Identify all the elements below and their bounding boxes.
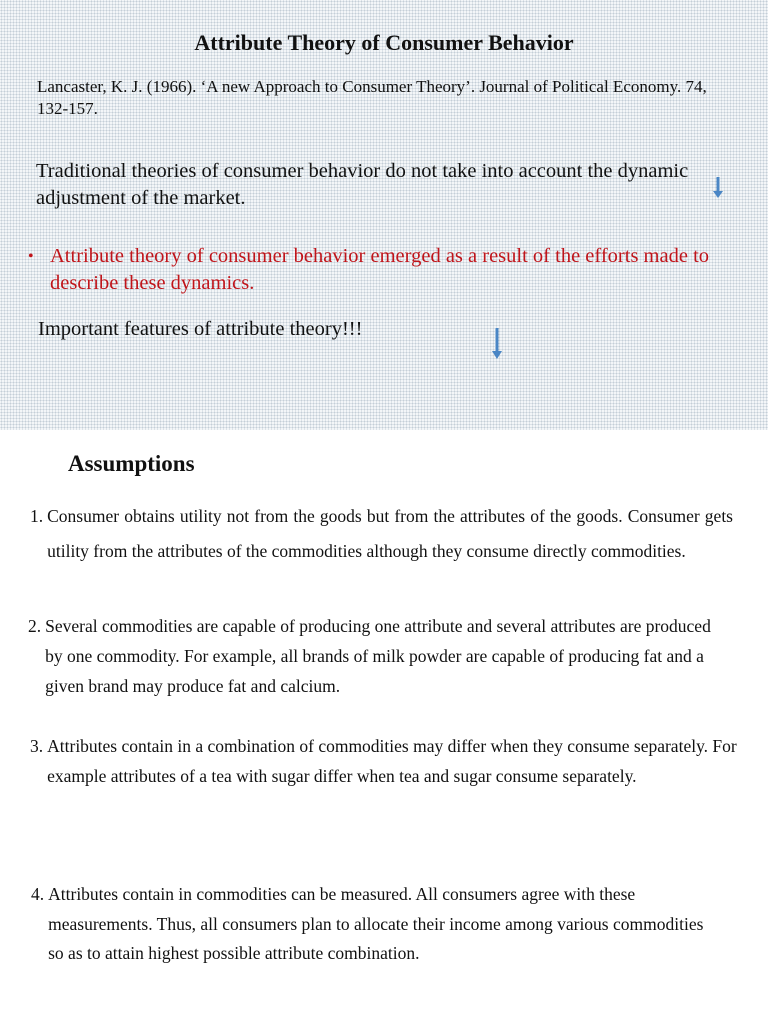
item-text: Attributes contain in commodities can be measured. All consumers agree with these measurements. Thus, all consumers plan to allocate their income among various commodities so as to attain highest possible attribute combination. bbox=[48, 884, 704, 963]
item-text: Consumer obtains utility not from the goods but from the attributes of the goods. Consumer gets utility from the attributes of the commodities although they consume directly commodities. bbox=[47, 506, 733, 561]
assumption-item bbox=[28, 611, 718, 701]
slide-title: Attribute Theory of Consumer Behavior bbox=[194, 30, 574, 55]
down-arrow-icon bbox=[492, 328, 502, 360]
slide-assumptions bbox=[0, 430, 768, 1024]
down-arrow-icon bbox=[713, 177, 723, 199]
features-paragraph: Important features of attribute theory!!! bbox=[38, 318, 363, 340]
slide-attribute-theory-intro bbox=[0, 0, 768, 430]
item-text: Attributes contain in a combination of commodities may differ when they consume separately. For example attributes of a tea with sugar differ when tea and sugar consume separately. bbox=[47, 736, 737, 786]
item-number: 4. bbox=[31, 884, 45, 904]
assumption-item bbox=[30, 732, 740, 791]
bullet-point bbox=[28, 243, 718, 297]
reference-citation: Lancaster, K. J. (1966). ‘A new Approach to Consumer Theory’. Journal of Political Economy. 74, 132-157. bbox=[37, 77, 707, 118]
item-number: 1. bbox=[30, 506, 44, 526]
section-heading: Assumptions bbox=[68, 451, 195, 476]
assumption-item bbox=[30, 499, 733, 568]
intro-paragraph: Traditional theories of consumer behavior do not take into account the dynamic adjustment of the market. bbox=[36, 160, 689, 209]
item-number: 2. bbox=[28, 616, 42, 636]
item-number: 3. bbox=[30, 736, 44, 756]
bullet-icon: • bbox=[28, 248, 34, 265]
item-text: Several commodities are capable of producing one attribute and several attributes are produced by one commodity. For example, all brands of milk powder are capable of producing fat and a given brand may produce fat and calcium. bbox=[45, 616, 711, 696]
assumption-item bbox=[31, 880, 721, 969]
bullet-text: Attribute theory of consumer behavior emerged as a result of the efforts made to describe these dynamics. bbox=[50, 245, 710, 294]
